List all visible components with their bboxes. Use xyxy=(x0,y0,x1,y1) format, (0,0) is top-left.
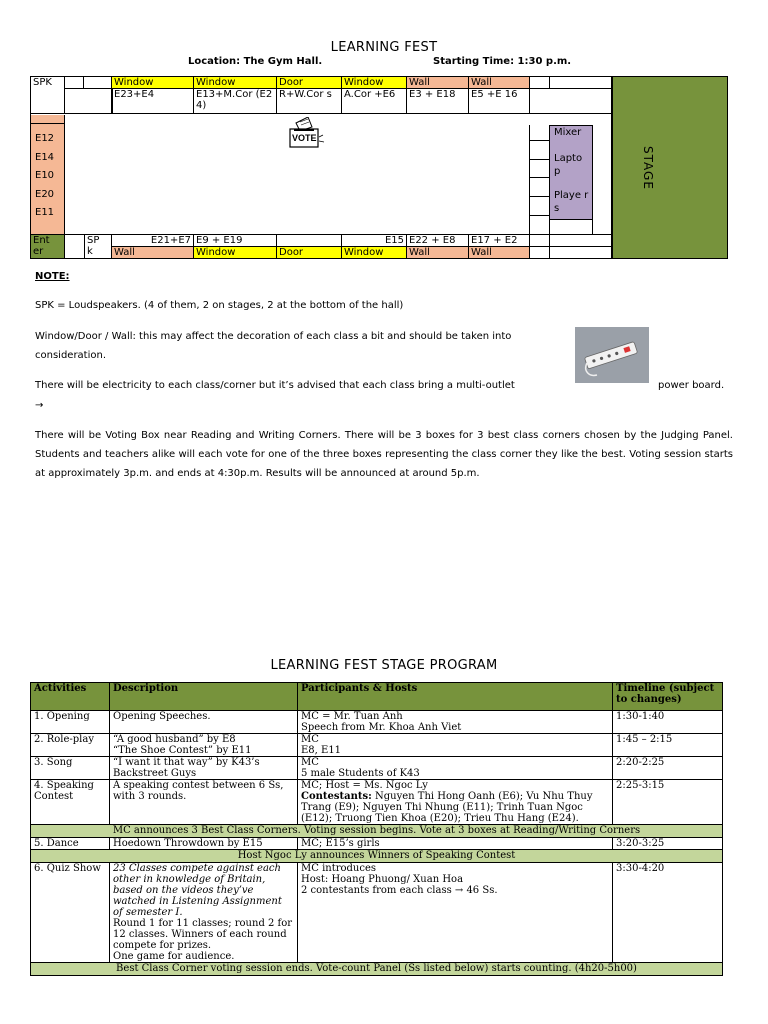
mixer-label: Mixer xyxy=(554,127,582,138)
description-cell: Opening Speeches. xyxy=(110,711,298,734)
wall-top-1: Wall xyxy=(406,76,469,89)
announcement-speaking-winners: Host Ngoc Ly announces Winners of Speaking Contest xyxy=(31,850,723,863)
activity-cell: 6. Quiz Show xyxy=(31,863,110,963)
vote-label: VOTE xyxy=(292,133,317,143)
participants-cell xyxy=(298,780,613,825)
entrance-label-2: er xyxy=(33,246,44,257)
grid-cell xyxy=(64,88,113,114)
table-row xyxy=(31,863,723,963)
class-top-1: E23+E4 xyxy=(111,88,194,114)
header-activities: Activities xyxy=(31,683,110,711)
window-top-1: Window xyxy=(111,76,194,89)
window-top-3: Window xyxy=(341,76,407,89)
class-top-3: R+W.Cor s xyxy=(276,88,342,114)
announcement-row xyxy=(31,825,723,838)
description-cell xyxy=(110,734,298,757)
class-e11: E11 xyxy=(35,207,55,218)
class-e12: E12 xyxy=(35,133,55,144)
header-participants: Participants & Hosts xyxy=(298,683,613,711)
window-bottom-1: Window xyxy=(193,246,277,259)
table-row xyxy=(31,711,723,734)
description-cell xyxy=(110,757,298,780)
door-bottom: Door xyxy=(276,246,342,259)
grid-cell xyxy=(529,88,612,114)
announcement-voting-begins: MC announces 3 Best Class Corners. Voting session begins. Vote at 3 boxes at Reading/Writing Corners xyxy=(31,825,723,838)
location-text: Location: The Gym Hall. xyxy=(188,56,323,67)
announcement-row xyxy=(31,850,723,863)
table-header-row xyxy=(31,683,723,711)
table-row xyxy=(31,757,723,780)
class-e20: E20 xyxy=(35,189,55,200)
announcement-row xyxy=(31,963,723,976)
activity-cell: 5. Dance xyxy=(31,838,110,850)
description-cell: Hoedown Throwdown by E15 xyxy=(110,838,298,850)
class-e10: E10 xyxy=(35,170,55,181)
header-timeline: Timeline (subject to changes) xyxy=(613,683,723,711)
stage-label: STAGE xyxy=(641,146,655,190)
activity-line: 4. Speaking xyxy=(34,780,94,791)
participant-line: MC introduces xyxy=(301,863,377,874)
participant-line: 5 male Students of K43 xyxy=(301,768,420,779)
contestants-label: Contestants: xyxy=(301,791,372,802)
class-top-6: E5 +E 16 xyxy=(468,88,530,114)
class-top-5: E3 + E18 xyxy=(406,88,469,114)
spk-bottom-label-1: SP xyxy=(87,235,100,246)
class-top-2: E13+M.Cor (E24) xyxy=(193,88,277,114)
stage xyxy=(612,76,728,259)
wall-top-2: Wall xyxy=(468,76,530,89)
timeline-cell: 1:45 – 2:15 xyxy=(613,734,723,757)
spk-bottom-label-2: k xyxy=(87,246,93,257)
vote-box-icon xyxy=(288,117,328,149)
activity-cell xyxy=(31,780,110,825)
grid-cell xyxy=(549,246,612,259)
description-line: One game for audience. xyxy=(113,951,235,962)
timeline-cell: 3:30-4:20 xyxy=(613,863,723,963)
table-row xyxy=(31,734,723,757)
program-title: LEARNING FEST STAGE PROGRAM xyxy=(270,658,498,673)
participants-cell xyxy=(298,734,613,757)
note-spk: SPK = Loudspeakers. (4 of them, 2 on stages, 2 at the bottom of the hall) xyxy=(35,300,404,311)
participant-line: 2 contestants from each class → 46 Ss. xyxy=(301,885,498,896)
participants-cell: MC; E15’s girls xyxy=(298,838,613,850)
wall-bottom-2: Wall xyxy=(406,246,469,259)
description-cell: A speaking contest between 6 Ss, with 3 rounds. xyxy=(110,780,298,825)
contestants-line xyxy=(301,791,609,824)
note-voting: There will be Voting Box near Reading and Writing Corners. There will be 3 boxes for 3 best class corners chosen by the Judging Panel. Students and teachers alike will each vote for one of the three boxes representing the class corner they like the best. Voting session starts at approximately 3p.m. and ends at 4:30p.m. Results will be announced at around 5p.m. xyxy=(35,430,733,479)
grid-cell xyxy=(529,246,550,259)
activity-cell: 1. Opening xyxy=(31,711,110,734)
announcement-voting-ends: Best Class Corner voting session ends. Vote-count Panel (Ss listed below) starts counting. (4h20-5h00) xyxy=(31,963,723,976)
activity-line: Contest xyxy=(34,791,74,802)
table-row xyxy=(31,838,723,850)
players-label: Playe rs xyxy=(554,190,589,214)
spk-top-left: SPK xyxy=(30,76,65,114)
participants-cell xyxy=(298,863,613,963)
note-window-1: Window/Door / Wall: this may affect the decoration of each class a bit and should be taken into xyxy=(35,331,512,342)
participant-line: MC; Host = Ms. Ngoc Ly xyxy=(301,780,428,791)
description-line: “I want it that way” by K43’s xyxy=(113,757,260,768)
class-e14: E14 xyxy=(35,152,55,163)
floor-plan xyxy=(30,76,728,259)
timeline-cell: 2:20-2:25 xyxy=(613,757,723,780)
participant-line: Speech from Mr. Khoa Anh Viet xyxy=(301,722,462,733)
timeline-cell: 1:30-1:40 xyxy=(613,711,723,734)
description-line: 23 Classes compete against each other in knowledge of Britain, based on the videos they’ve watched in Listening Assignment of semester I. xyxy=(113,863,282,918)
class-bottom-1: E21+E7 xyxy=(111,234,194,247)
table-row xyxy=(31,780,723,825)
wall-bottom-1: Wall xyxy=(111,246,194,259)
participant-line: MC xyxy=(301,734,319,745)
laptop-label: Lapto p xyxy=(554,153,583,177)
page-title: LEARNING FEST xyxy=(330,40,438,55)
description-line: Backstreet Guys xyxy=(113,768,197,779)
participant-line: Host: Hoang Phuong/ Xuan Hoa xyxy=(301,874,464,885)
participant-line: MC xyxy=(301,757,319,768)
participant-line: E8, E11 xyxy=(301,745,342,756)
class-top-4: A.Cor +E6 xyxy=(341,88,407,114)
note-electricity: There will be electricity to each class/corner but it’s advised that each class bring a multi-outlet xyxy=(35,380,515,391)
timeline-cell: 2:25-3:15 xyxy=(613,780,723,825)
participant-line: MC = Mr. Tuan Anh xyxy=(301,711,403,722)
header-description: Description xyxy=(110,683,298,711)
note-arrow: → xyxy=(35,400,44,411)
activity-cell: 2. Role-play xyxy=(31,734,110,757)
window-bottom-2: Window xyxy=(341,246,407,259)
window-top-2: Window xyxy=(193,76,277,89)
class-bottom-2: E9 + E19 xyxy=(193,234,277,247)
spk-bottom xyxy=(84,234,112,259)
contestants-list: Nguyen Thi Hong Oanh (E6); Vu Nhu Thuy Trang (E9); Nguyen Thi Nhung (E11); Trinh Tuan Ngoc (E12); Truong Tien Khoa (E20); Trieu Thu Hang (E24). xyxy=(301,791,593,824)
door-top: Door xyxy=(276,76,342,89)
entrance xyxy=(30,234,65,259)
note-heading: NOTE: xyxy=(35,271,70,282)
description-cell xyxy=(110,863,298,963)
program-table xyxy=(30,682,723,976)
description-line: Round 1 for 11 classes; round 2 for 12 classes. Winners of each round compete for prizes. xyxy=(113,918,293,951)
class-bottom-4: E22 + E8 xyxy=(406,234,469,247)
grid-cell xyxy=(64,234,85,259)
note-window-2: consideration. xyxy=(35,350,107,361)
class-bottom-3: E15 xyxy=(341,234,407,247)
entrance-label-1: Ent xyxy=(33,235,50,246)
class-bottom-5: E17 + E2 xyxy=(468,234,530,247)
participants-cell xyxy=(298,757,613,780)
description-line: “The Shoe Contest” by E11 xyxy=(113,745,252,756)
participants-cell xyxy=(298,711,613,734)
side-grid xyxy=(529,125,550,234)
start-time-text: Starting Time: 1:30 p.m. xyxy=(433,56,572,67)
timeline-cell: 3:20-3:25 xyxy=(613,838,723,850)
activity-cell: 3. Song xyxy=(31,757,110,780)
wall-bottom-3: Wall xyxy=(468,246,530,259)
power-strip-image xyxy=(575,327,649,383)
description-line: “A good husband” by E8 xyxy=(113,734,236,745)
note-electricity-end: power board. xyxy=(658,380,725,391)
